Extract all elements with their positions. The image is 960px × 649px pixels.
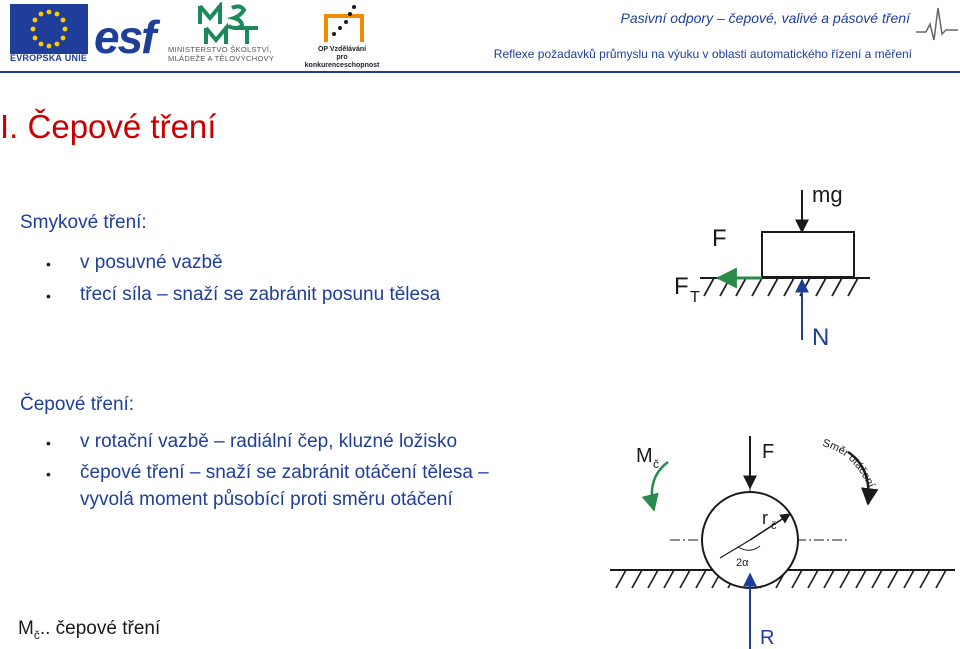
label-r-sub: č bbox=[771, 520, 777, 532]
section-heading-sliding: Smykové tření: bbox=[20, 212, 147, 233]
header-subtitle: Reflexe požadavků průmyslu na výuku v oblasti automatického řízení a měření bbox=[493, 47, 912, 61]
msmt-label: MINISTERSTVO ŠKOLSTVÍ, MLÁDEŽE A TĚLOVÝCHOVY bbox=[168, 45, 275, 63]
label-mg: mg bbox=[812, 182, 843, 207]
esf-logo: esf bbox=[94, 11, 155, 63]
bullet-dot: • bbox=[46, 435, 51, 451]
bullet-item: třecí síla – snaží se zabránit posunu tělesa bbox=[80, 284, 441, 305]
label-F: F bbox=[762, 441, 775, 463]
label-direction: Směr otáčení bbox=[821, 437, 877, 490]
footer-note: $M_č$.. čepové tření bbox=[18, 618, 161, 642]
op-label: OP Vzdělávání pro konkurenceschopnost bbox=[304, 46, 380, 69]
bullet-dot: • bbox=[46, 288, 51, 304]
page-title: I. Čepové tření bbox=[0, 108, 217, 145]
eu-flag-icon bbox=[10, 4, 88, 54]
sliding-friction-diagram bbox=[660, 170, 870, 355]
op-logo bbox=[318, 2, 370, 46]
label-FT: F bbox=[674, 273, 689, 300]
ground-hatch bbox=[704, 278, 858, 296]
header-title: Pasivní odpory – čepové, valivé a pásové tření bbox=[620, 10, 910, 26]
label-FT-sub: T bbox=[690, 289, 700, 306]
wave-icon bbox=[916, 4, 958, 46]
label-F: F bbox=[712, 225, 727, 252]
bullet-dot: • bbox=[46, 466, 51, 482]
bullet-item-continued: vyvolá moment působící proti směru otáčení bbox=[80, 489, 453, 510]
bullet-item: v posuvné vazbě bbox=[80, 252, 223, 273]
section-heading-pin: Čepové tření: bbox=[20, 394, 135, 415]
eu-label: EVROPSKÁ UNIE bbox=[10, 53, 88, 63]
header-divider bbox=[0, 71, 960, 73]
bullet-dot: • bbox=[46, 256, 51, 272]
bullet-item: čepové tření – snaží se zabránit otáčení tělesa – bbox=[80, 462, 489, 483]
label-r: r bbox=[762, 508, 768, 528]
label-N: N bbox=[812, 324, 830, 351]
msmt-logo bbox=[196, 2, 266, 46]
pin-friction-diagram bbox=[610, 432, 955, 649]
label-alpha: 2α bbox=[736, 557, 749, 569]
label-M: M bbox=[636, 445, 653, 467]
label-M-sub: č bbox=[653, 457, 659, 471]
block bbox=[762, 232, 854, 277]
bullet-item: v rotační vazbě – radiální čep, kluzné ložisko bbox=[80, 431, 458, 452]
label-R: R bbox=[760, 627, 775, 649]
